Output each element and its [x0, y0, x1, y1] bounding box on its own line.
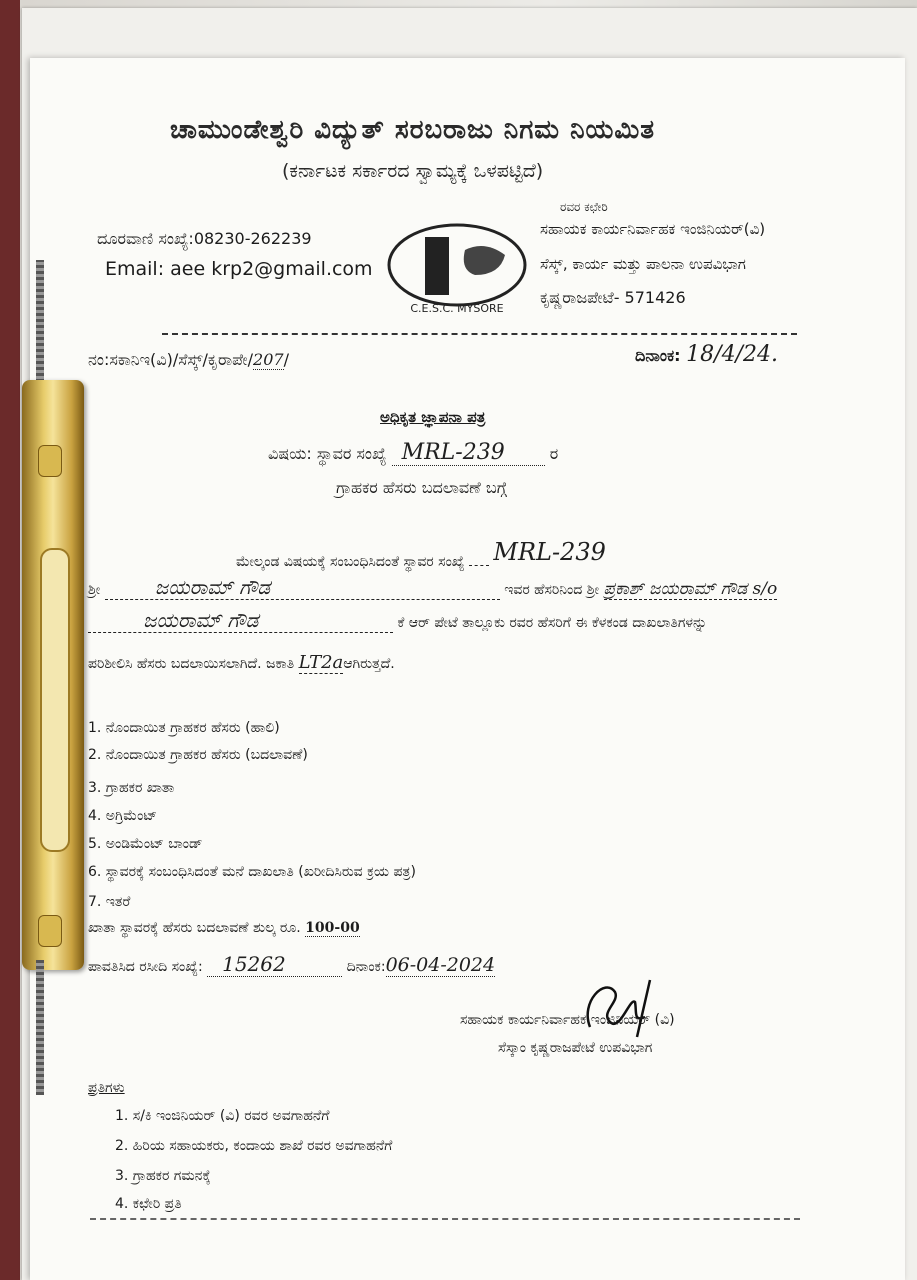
binder-tab-top	[38, 445, 62, 477]
binder-rod-top	[36, 260, 44, 400]
subject-value: MRL-239	[392, 440, 545, 466]
receipt-line	[88, 952, 495, 977]
their-name-text: ಇವರ ಹೆಸರಿನಿಂದ ಶ್ರೀ	[504, 582, 600, 598]
list-item: 5. ಅಂಡಿಮೆಂಟ್ ಬಾಂಡ್	[88, 836, 203, 852]
list-item: 2. ನೊಂದಾಯಿತ ಗ್ರಾಹಕರ ಹೆಸರು (ಬದಲಾವಣೆ)	[88, 747, 308, 763]
body-line-2	[88, 575, 908, 600]
body-line-3	[88, 608, 707, 633]
list-item: 6. ಸ್ಥಾವರಕ್ಕೆ ಸಂಬಂಧಿಸಿದಂತೆ ಮನೆ ದಾಖಲಾತಿ (ಖರೀದಿಸಿರುವ ಕ್ರಯ ಪತ್ರ)	[88, 864, 416, 880]
list-item: 3. ಗ್ರಾಹಕರ ಖಾತಾ	[88, 780, 175, 796]
body-p1-value: MRL-239	[493, 538, 606, 566]
subject-line-2: ಗ್ರಾಹಕರ ಹೆಸರು ಬದಲಾವಣೆ ಬಗ್ಗೆ	[336, 478, 507, 497]
receipt-date-label: ದಿನಾಂಕ:	[346, 959, 386, 975]
memo-title: ಅಧಿಕೃತ ಜ್ಞಾಪನಾ ಪತ್ರ	[380, 408, 486, 426]
phone-number: ದೂರವಾಣಿ ಸಂಖ್ಯೆ:08230-262239	[97, 229, 312, 248]
date-value: 18/4/24.	[686, 342, 778, 367]
body-line4-text: ಪರಿಶೀಲಿಸಿ ಹೆಸರು ಬದಲಾಯಿಸಲಾಗಿದೆ. ಜಕಾತಿ	[88, 656, 295, 672]
subject-suffix: ರ	[549, 444, 559, 463]
body-line-4	[88, 652, 395, 673]
body-line3-text: ಕೆ ಆರ್ ಪೇಟೆ ತಾಲ್ಲೂಕು ರವರ ಹೆಸರಿಗೆ ಈ ಕೆಳಕಂಡ ದಾಖಲಾತಿಗಳನ್ನು	[397, 615, 708, 631]
fee-amount: 100-00	[305, 920, 360, 936]
address-line-1: ರವರ ಕಛೇರಿ	[560, 200, 608, 214]
reference-number	[88, 350, 289, 370]
address-line-4: ಕೃಷ್ಣರಾಜಪೇಟೆ- 571426	[540, 288, 686, 307]
subject-line	[268, 440, 558, 466]
list-item: 1. ನೊಂದಾಯಿತ ಗ್ರಾಹಕರ ಹೆಸರು (ಹಾಲಿ)	[88, 720, 280, 736]
new-consumer-name: ಪ್ರಕಾಶ್ ಜಯರಾಮ್ ಗೌಡ s/o	[603, 579, 778, 599]
signatory-office: ಸೆಸ್ಕಾಂ ಕೃಷ್ಣರಾಜಪೇಟೆ ಉಪವಿಭಾಗ	[498, 1040, 653, 1056]
body-p1-text: ಮೇಲ್ಕಂಡ ವಿಷಯಕ್ಕೆ ಸಂಬಂಧಿಸಿದಂತೆ ಸ್ಥಾವರ ಸಂಖ್ಯೆ	[236, 554, 465, 570]
email-address: Email: aee krp2@gmail.com	[105, 258, 373, 280]
subject-label: ವಿಷಯ: ಸ್ಥಾವರ ಸಂಖ್ಯೆ	[268, 444, 387, 463]
receipt-label: ಪಾವತಿಸಿದ ರಸೀದಿ ಸಂಖ್ಯೆ:	[88, 959, 203, 975]
ref-prefix: ನಂ:ಸಕಾನಿಇ(ವಿ)/ಸೆಸ್ಕ್/ಕೃರಾಪೇ/	[88, 350, 254, 369]
father-name: ಜಯರಾಮ್ ಗೌಡ	[88, 608, 393, 633]
ref-number: 207	[253, 350, 284, 369]
org-subtitle: (ಕರ್ನಾಟಕ ಸರ್ಕಾರದ ಸ್ವಾಮ್ಯಕ್ಕೆ ಒಳಪಟ್ಟಿದೆ)	[282, 160, 544, 182]
body-line-1	[236, 538, 606, 570]
receipt-date: 06-04-2024	[385, 954, 496, 976]
copy-item: 4. ಕಛೇರಿ ಪ್ರತಿ	[115, 1196, 182, 1212]
fee-text: ಖಾತಾ ಸ್ಥಾವರಕ್ಕೆ ಹೆಸರು ಬದಲಾವಣೆ ಶುಲ್ಕ ರೂ.	[88, 920, 301, 936]
org-name: ಚಾಮುಂಡೇಶ್ವರಿ ವಿದ್ಯುತ್ ಸರಬರಾಜು ನಿಗಮ ನಿಯಮಿತ	[170, 115, 656, 145]
tariff-value: LT2a	[298, 652, 344, 673]
cesc-logo	[385, 215, 530, 317]
binder-slot	[40, 548, 70, 852]
address-line-3: ಸೆಸ್ಕ್, ಕಾರ್ಯ ಮತ್ತು ಪಾಲನಾ ಉಪವಿಭಾಗ	[540, 255, 746, 273]
date-label: ದಿನಾಂಕ:	[635, 346, 681, 365]
ref-suffix: /	[283, 350, 289, 369]
binder-tab-bottom	[38, 915, 62, 947]
binder-rod-bottom	[36, 960, 44, 1095]
logo-text: C.E.S.C. MYSORE	[410, 302, 504, 315]
shri-1: ಶ್ರೀ	[88, 582, 101, 598]
signature-mark	[575, 972, 670, 1042]
fee-line	[88, 920, 360, 937]
signatory-title: ಸಹಾಯಕ ಕಾರ್ಯನಿರ್ವಾಹಕ ಇಂಜಿನಿಯರ್ (ವಿ)	[460, 1012, 675, 1028]
copy-item: 3. ಗ್ರಾಹಕರ ಗಮನಕ್ಕೆ	[115, 1168, 211, 1184]
document-date	[635, 342, 778, 367]
receipt-number: 15262	[207, 952, 342, 977]
copies-heading: ಪ್ರತಿಗಳು	[88, 1080, 125, 1096]
list-item: 7. ಇತರೆ	[88, 894, 131, 910]
body-line4-end: ಆಗಿರುತ್ತದೆ.	[343, 656, 395, 672]
list-item: 4. ಅಗ್ರಿಮೆಂಟ್	[88, 808, 158, 824]
header-divider	[162, 333, 797, 335]
copy-item: 2. ಹಿರಿಯ ಸಹಾಯಕರು, ಕಂದಾಯ ಶಾಖೆ ರವರ ಅವಗಾಹನೆಗೆ	[115, 1138, 393, 1154]
copy-item: 1. ಸ/ಕಿ ಇಂಜಿನಿಯರ್ (ವಿ) ರವರ ಅವಗಾಹನೆಗೆ	[115, 1108, 330, 1124]
old-consumer-name: ಜಯರಾಮ್ ಗೌಡ	[105, 575, 500, 600]
address-line-2: ಸಹಾಯಕ ಕಾರ್ಯನಿರ್ವಾಹಕ ಇಂಜಿನಿಯರ್(ವಿ)	[540, 220, 766, 238]
footer-divider	[90, 1218, 800, 1220]
